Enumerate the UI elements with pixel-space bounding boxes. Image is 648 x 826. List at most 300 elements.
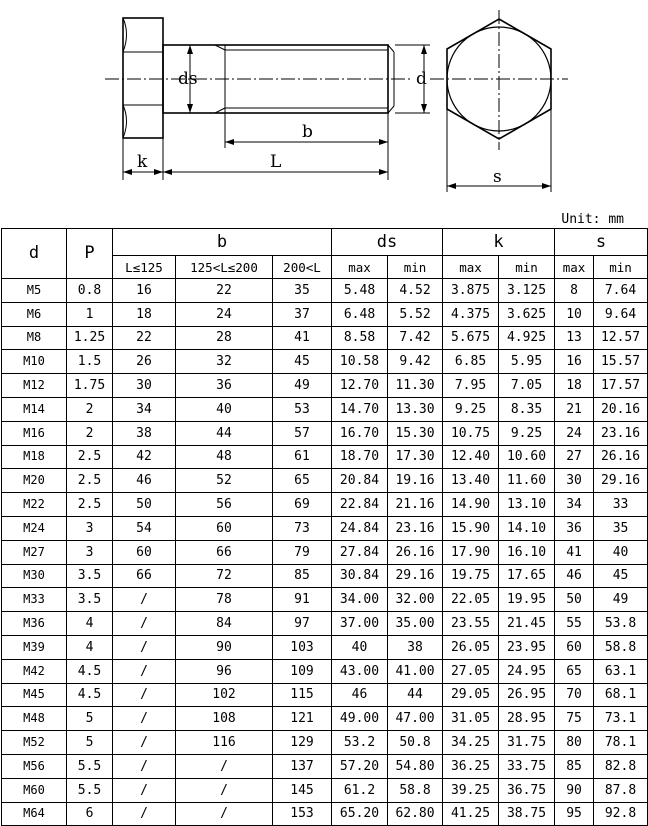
table-cell: M8: [2, 326, 67, 350]
table-cell: 17.65: [499, 564, 555, 588]
table-cell: 65: [555, 659, 594, 683]
table-cell: 0.8: [67, 279, 113, 303]
table-cell: 4.5: [67, 659, 113, 683]
table-cell: 27: [555, 445, 594, 469]
table-cell: 26.05: [443, 635, 499, 659]
table-cell: 24.84: [332, 516, 388, 540]
table-cell: 39.25: [443, 778, 499, 802]
table-cell: 21.45: [499, 612, 555, 636]
table-cell: M14: [2, 397, 67, 421]
table-cell: 9.25: [443, 397, 499, 421]
table-cell: 21: [555, 397, 594, 421]
table-cell: 32.00: [388, 588, 443, 612]
table-cell: 37: [273, 302, 332, 326]
table-cell: 26.16: [594, 445, 648, 469]
table-cell: 23.95: [499, 635, 555, 659]
table-cell: 5.675: [443, 326, 499, 350]
table-cell: 82.8: [594, 754, 648, 778]
table-cell: 11.60: [499, 469, 555, 493]
table-row: [2, 778, 648, 802]
table-cell: 5.5: [67, 778, 113, 802]
table-cell: 10.58: [332, 350, 388, 374]
table-cell: 10.75: [443, 421, 499, 445]
table-row: [2, 397, 648, 421]
table-cell: M42: [2, 659, 67, 683]
table-cell: M36: [2, 612, 67, 636]
table-row: [2, 516, 648, 540]
table-cell: 20.84: [332, 469, 388, 493]
table-cell: 69: [273, 493, 332, 517]
table-row: [2, 731, 648, 755]
table-cell: 26.16: [388, 540, 443, 564]
table-cell: 2: [67, 397, 113, 421]
table-cell: 40: [176, 397, 273, 421]
header-b-short: L≤125: [113, 256, 176, 279]
table-cell: 1.75: [67, 374, 113, 398]
table-cell: 36: [176, 374, 273, 398]
table-cell: 14.10: [499, 516, 555, 540]
table-cell: 49: [594, 588, 648, 612]
table-row: [2, 612, 648, 636]
bolt-head: [123, 18, 163, 138]
header-ds-min: min: [388, 256, 443, 279]
table-cell: 15.57: [594, 350, 648, 374]
header-k: k: [443, 229, 555, 256]
table-cell: 16: [113, 279, 176, 303]
table-cell: 80: [555, 731, 594, 755]
table-cell: M60: [2, 778, 67, 802]
table-cell: 31.75: [499, 731, 555, 755]
table-cell: 40: [332, 635, 388, 659]
table-cell: 13.10: [499, 493, 555, 517]
table-cell: 23.16: [388, 516, 443, 540]
table-cell: 52: [176, 469, 273, 493]
table-cell: 17.90: [443, 540, 499, 564]
bolt-dimension-table: [1, 228, 648, 826]
table-cell: M5: [2, 279, 67, 303]
table-cell: M24: [2, 516, 67, 540]
table-cell: 41.25: [443, 802, 499, 826]
table-cell: 6.85: [443, 350, 499, 374]
table-cell: 1.25: [67, 326, 113, 350]
table-cell: M20: [2, 469, 67, 493]
table-cell: M64: [2, 802, 67, 826]
table-row: [2, 302, 648, 326]
table-cell: 8.58: [332, 326, 388, 350]
table-cell: /: [113, 683, 176, 707]
table-cell: 66: [113, 564, 176, 588]
table-cell: /: [113, 707, 176, 731]
table-cell: M16: [2, 421, 67, 445]
table-cell: 4.5: [67, 683, 113, 707]
table-cell: 61: [273, 445, 332, 469]
table-cell: M30: [2, 564, 67, 588]
table-row: [2, 635, 648, 659]
table-cell: 56: [176, 493, 273, 517]
table-cell: 35.00: [388, 612, 443, 636]
table-cell: 60: [555, 635, 594, 659]
table-cell: M45: [2, 683, 67, 707]
table-cell: 18: [113, 302, 176, 326]
table-cell: 6: [67, 802, 113, 826]
table-cell: 55: [555, 612, 594, 636]
table-cell: 57: [273, 421, 332, 445]
table-cell: 65: [273, 469, 332, 493]
table-cell: 31.05: [443, 707, 499, 731]
table-cell: 5.48: [332, 279, 388, 303]
table-row: [2, 754, 648, 778]
table-cell: 9.42: [388, 350, 443, 374]
table-cell: 3.5: [67, 588, 113, 612]
table-cell: 30: [555, 469, 594, 493]
table-cell: 13: [555, 326, 594, 350]
table-cell: 53: [273, 397, 332, 421]
table-cell: /: [113, 802, 176, 826]
table-cell: 22: [176, 279, 273, 303]
table-cell: 3.625: [499, 302, 555, 326]
table-cell: M18: [2, 445, 67, 469]
table-cell: 90: [555, 778, 594, 802]
table-cell: 29.16: [388, 564, 443, 588]
table-cell: 92.8: [594, 802, 648, 826]
table-cell: 8: [555, 279, 594, 303]
table-cell: 45: [594, 564, 648, 588]
unit-label: Unit: mm: [561, 212, 624, 227]
table-cell: 33: [594, 493, 648, 517]
table-cell: 41.00: [388, 659, 443, 683]
table-cell: 2.5: [67, 493, 113, 517]
table-cell: M22: [2, 493, 67, 517]
table-cell: 102: [176, 683, 273, 707]
table-cell: 121: [273, 707, 332, 731]
table-cell: 19.16: [388, 469, 443, 493]
table-cell: 14.70: [332, 397, 388, 421]
table-cell: 15.30: [388, 421, 443, 445]
table-cell: 29.16: [594, 469, 648, 493]
table-cell: M39: [2, 635, 67, 659]
table-cell: 42: [113, 445, 176, 469]
header-b-long: 200<L: [273, 256, 332, 279]
table-cell: 13.40: [443, 469, 499, 493]
table-cell: 12.40: [443, 445, 499, 469]
table-cell: 34.00: [332, 588, 388, 612]
table-row: [2, 683, 648, 707]
table-cell: 1.5: [67, 350, 113, 374]
table-cell: 53.8: [594, 612, 648, 636]
table-cell: 17.57: [594, 374, 648, 398]
table-cell: 95: [555, 802, 594, 826]
table-cell: 26.95: [499, 683, 555, 707]
header-ds: ds: [332, 229, 443, 256]
table-cell: 2.5: [67, 469, 113, 493]
table-cell: 7.95: [443, 374, 499, 398]
table-cell: 47.00: [388, 707, 443, 731]
table-cell: 50.8: [388, 731, 443, 755]
table-cell: 75: [555, 707, 594, 731]
table-cell: 61.2: [332, 778, 388, 802]
table-cell: 78: [176, 588, 273, 612]
table-cell: 16: [555, 350, 594, 374]
table-cell: 37.00: [332, 612, 388, 636]
table-cell: 40: [594, 540, 648, 564]
table-cell: 36: [555, 516, 594, 540]
table-cell: 20.16: [594, 397, 648, 421]
table-cell: 5.52: [388, 302, 443, 326]
table-row: [2, 707, 648, 731]
table-cell: 38.75: [499, 802, 555, 826]
table-cell: 4: [67, 635, 113, 659]
table-cell: 145: [273, 778, 332, 802]
table-cell: 4.375: [443, 302, 499, 326]
table-cell: 73: [273, 516, 332, 540]
table-cell: 70: [555, 683, 594, 707]
table-cell: 28.95: [499, 707, 555, 731]
table-cell: 115: [273, 683, 332, 707]
table-row: [2, 802, 648, 826]
table-cell: M10: [2, 350, 67, 374]
ds-label: ds: [178, 69, 198, 89]
table-cell: 46: [113, 469, 176, 493]
table-row: [2, 540, 648, 564]
table-cell: 38: [113, 421, 176, 445]
table-cell: 68.1: [594, 683, 648, 707]
table-cell: 103: [273, 635, 332, 659]
table-body: [2, 279, 648, 826]
table-cell: 91: [273, 588, 332, 612]
table-cell: 7.42: [388, 326, 443, 350]
table-cell: 24: [555, 421, 594, 445]
table-cell: /: [113, 588, 176, 612]
table-cell: 16.10: [499, 540, 555, 564]
table-cell: 16.70: [332, 421, 388, 445]
L-label: L: [270, 152, 282, 172]
table-cell: 41: [273, 326, 332, 350]
table-row: [2, 493, 648, 517]
table-cell: 58.8: [594, 635, 648, 659]
table-cell: 30.84: [332, 564, 388, 588]
table-row: [2, 374, 648, 398]
table-cell: 116: [176, 731, 273, 755]
table-cell: 27.05: [443, 659, 499, 683]
table-cell: 12.57: [594, 326, 648, 350]
table-cell: 44: [388, 683, 443, 707]
table-cell: 49.00: [332, 707, 388, 731]
table-cell: 63.1: [594, 659, 648, 683]
d-label: d: [416, 69, 427, 89]
table-cell: 85: [555, 754, 594, 778]
table-cell: 5.5: [67, 754, 113, 778]
table-cell: 1: [67, 302, 113, 326]
header-b: b: [113, 229, 332, 256]
table-row: [2, 326, 648, 350]
table-cell: M52: [2, 731, 67, 755]
table-cell: 97: [273, 612, 332, 636]
table-cell: 19.95: [499, 588, 555, 612]
header-k-max: max: [443, 256, 499, 279]
table-cell: 66: [176, 540, 273, 564]
header-s: s: [555, 229, 648, 256]
header-d: d: [2, 229, 67, 279]
table-cell: 22.05: [443, 588, 499, 612]
table-cell: 30: [113, 374, 176, 398]
table-cell: M33: [2, 588, 67, 612]
table-cell: 33.75: [499, 754, 555, 778]
table-cell: 87.8: [594, 778, 648, 802]
table-cell: 53.2: [332, 731, 388, 755]
table-cell: 3.875: [443, 279, 499, 303]
table-cell: /: [176, 802, 273, 826]
table-cell: 24.95: [499, 659, 555, 683]
table-cell: /: [176, 754, 273, 778]
table-cell: 13.30: [388, 397, 443, 421]
table-cell: 48: [176, 445, 273, 469]
table-cell: 5: [67, 707, 113, 731]
table-row: [2, 350, 648, 374]
k-label: k: [137, 152, 148, 172]
table-cell: 7.64: [594, 279, 648, 303]
table-cell: 8.35: [499, 397, 555, 421]
table-row: [2, 564, 648, 588]
table-cell: 7.05: [499, 374, 555, 398]
header-b-medium: 125<L≤200: [176, 256, 273, 279]
table-cell: 60: [176, 516, 273, 540]
table-cell: 17.30: [388, 445, 443, 469]
table-cell: 50: [555, 588, 594, 612]
table-cell: 54.80: [388, 754, 443, 778]
table-cell: /: [176, 778, 273, 802]
table-cell: 85: [273, 564, 332, 588]
table-cell: 60: [113, 540, 176, 564]
table-cell: 2.5: [67, 445, 113, 469]
table-cell: M56: [2, 754, 67, 778]
table-cell: 109: [273, 659, 332, 683]
table-cell: 3: [67, 540, 113, 564]
table-cell: 46: [332, 683, 388, 707]
table-cell: 5: [67, 731, 113, 755]
table-cell: 84: [176, 612, 273, 636]
table-cell: 3.125: [499, 279, 555, 303]
table-cell: 43.00: [332, 659, 388, 683]
table-cell: 10: [555, 302, 594, 326]
table-cell: 12.70: [332, 374, 388, 398]
table-cell: 26: [113, 350, 176, 374]
table-cell: 137: [273, 754, 332, 778]
table-cell: 36.25: [443, 754, 499, 778]
table-cell: 2: [67, 421, 113, 445]
table-cell: 24: [176, 302, 273, 326]
table-cell: 78.1: [594, 731, 648, 755]
table-cell: 14.90: [443, 493, 499, 517]
table-cell: 34: [555, 493, 594, 517]
table-cell: 6.48: [332, 302, 388, 326]
table-cell: 22: [113, 326, 176, 350]
table-cell: 96: [176, 659, 273, 683]
table-cell: /: [113, 731, 176, 755]
table-cell: /: [113, 612, 176, 636]
table-cell: 45: [273, 350, 332, 374]
table-cell: 108: [176, 707, 273, 731]
table-cell: 36.75: [499, 778, 555, 802]
table-row: [2, 588, 648, 612]
table-row: [2, 421, 648, 445]
s-label: s: [493, 167, 502, 187]
table-cell: 54: [113, 516, 176, 540]
table-cell: 4.925: [499, 326, 555, 350]
table-cell: 58.8: [388, 778, 443, 802]
table-cell: 28: [176, 326, 273, 350]
table-cell: /: [113, 635, 176, 659]
table-cell: 62.80: [388, 802, 443, 826]
table-cell: 79: [273, 540, 332, 564]
table-cell: 10.60: [499, 445, 555, 469]
table-cell: 18.70: [332, 445, 388, 469]
table-cell: 11.30: [388, 374, 443, 398]
table-cell: 38: [388, 635, 443, 659]
table-cell: 9.64: [594, 302, 648, 326]
table-cell: 129: [273, 731, 332, 755]
header-s-max: max: [555, 256, 594, 279]
table-cell: 4: [67, 612, 113, 636]
table-cell: 73.1: [594, 707, 648, 731]
table-cell: 18: [555, 374, 594, 398]
table-cell: 35: [594, 516, 648, 540]
table-cell: /: [113, 659, 176, 683]
table-row: [2, 279, 648, 303]
header-ds-max: max: [332, 256, 388, 279]
table-cell: 27.84: [332, 540, 388, 564]
table-cell: 4.52: [388, 279, 443, 303]
table-cell: 19.75: [443, 564, 499, 588]
header-p: P: [67, 229, 113, 279]
table-cell: 35: [273, 279, 332, 303]
table-cell: /: [113, 778, 176, 802]
b-label: b: [302, 122, 313, 142]
table-cell: 21.16: [388, 493, 443, 517]
table-cell: 49: [273, 374, 332, 398]
table-cell: 153: [273, 802, 332, 826]
header-s-min: min: [594, 256, 648, 279]
table-cell: 46: [555, 564, 594, 588]
table-cell: M6: [2, 302, 67, 326]
table-cell: 72: [176, 564, 273, 588]
header-k-min: min: [499, 256, 555, 279]
table-cell: 65.20: [332, 802, 388, 826]
table-cell: 34: [113, 397, 176, 421]
table-cell: 34.25: [443, 731, 499, 755]
table-cell: 23.55: [443, 612, 499, 636]
table-cell: 41: [555, 540, 594, 564]
table-row: [2, 445, 648, 469]
bolt-drawing: [0, 0, 648, 200]
table-cell: 23.16: [594, 421, 648, 445]
table-cell: 32: [176, 350, 273, 374]
table-cell: 29.05: [443, 683, 499, 707]
table-cell: 57.20: [332, 754, 388, 778]
table-cell: 22.84: [332, 493, 388, 517]
table-cell: M27: [2, 540, 67, 564]
table-cell: 15.90: [443, 516, 499, 540]
table-cell: 3.5: [67, 564, 113, 588]
table-cell: 3: [67, 516, 113, 540]
table-cell: 44: [176, 421, 273, 445]
table-cell: 90: [176, 635, 273, 659]
table-cell: 5.95: [499, 350, 555, 374]
table-cell: 9.25: [499, 421, 555, 445]
table-cell: /: [113, 754, 176, 778]
table-cell: 50: [113, 493, 176, 517]
table-cell: M48: [2, 707, 67, 731]
table-row: [2, 659, 648, 683]
